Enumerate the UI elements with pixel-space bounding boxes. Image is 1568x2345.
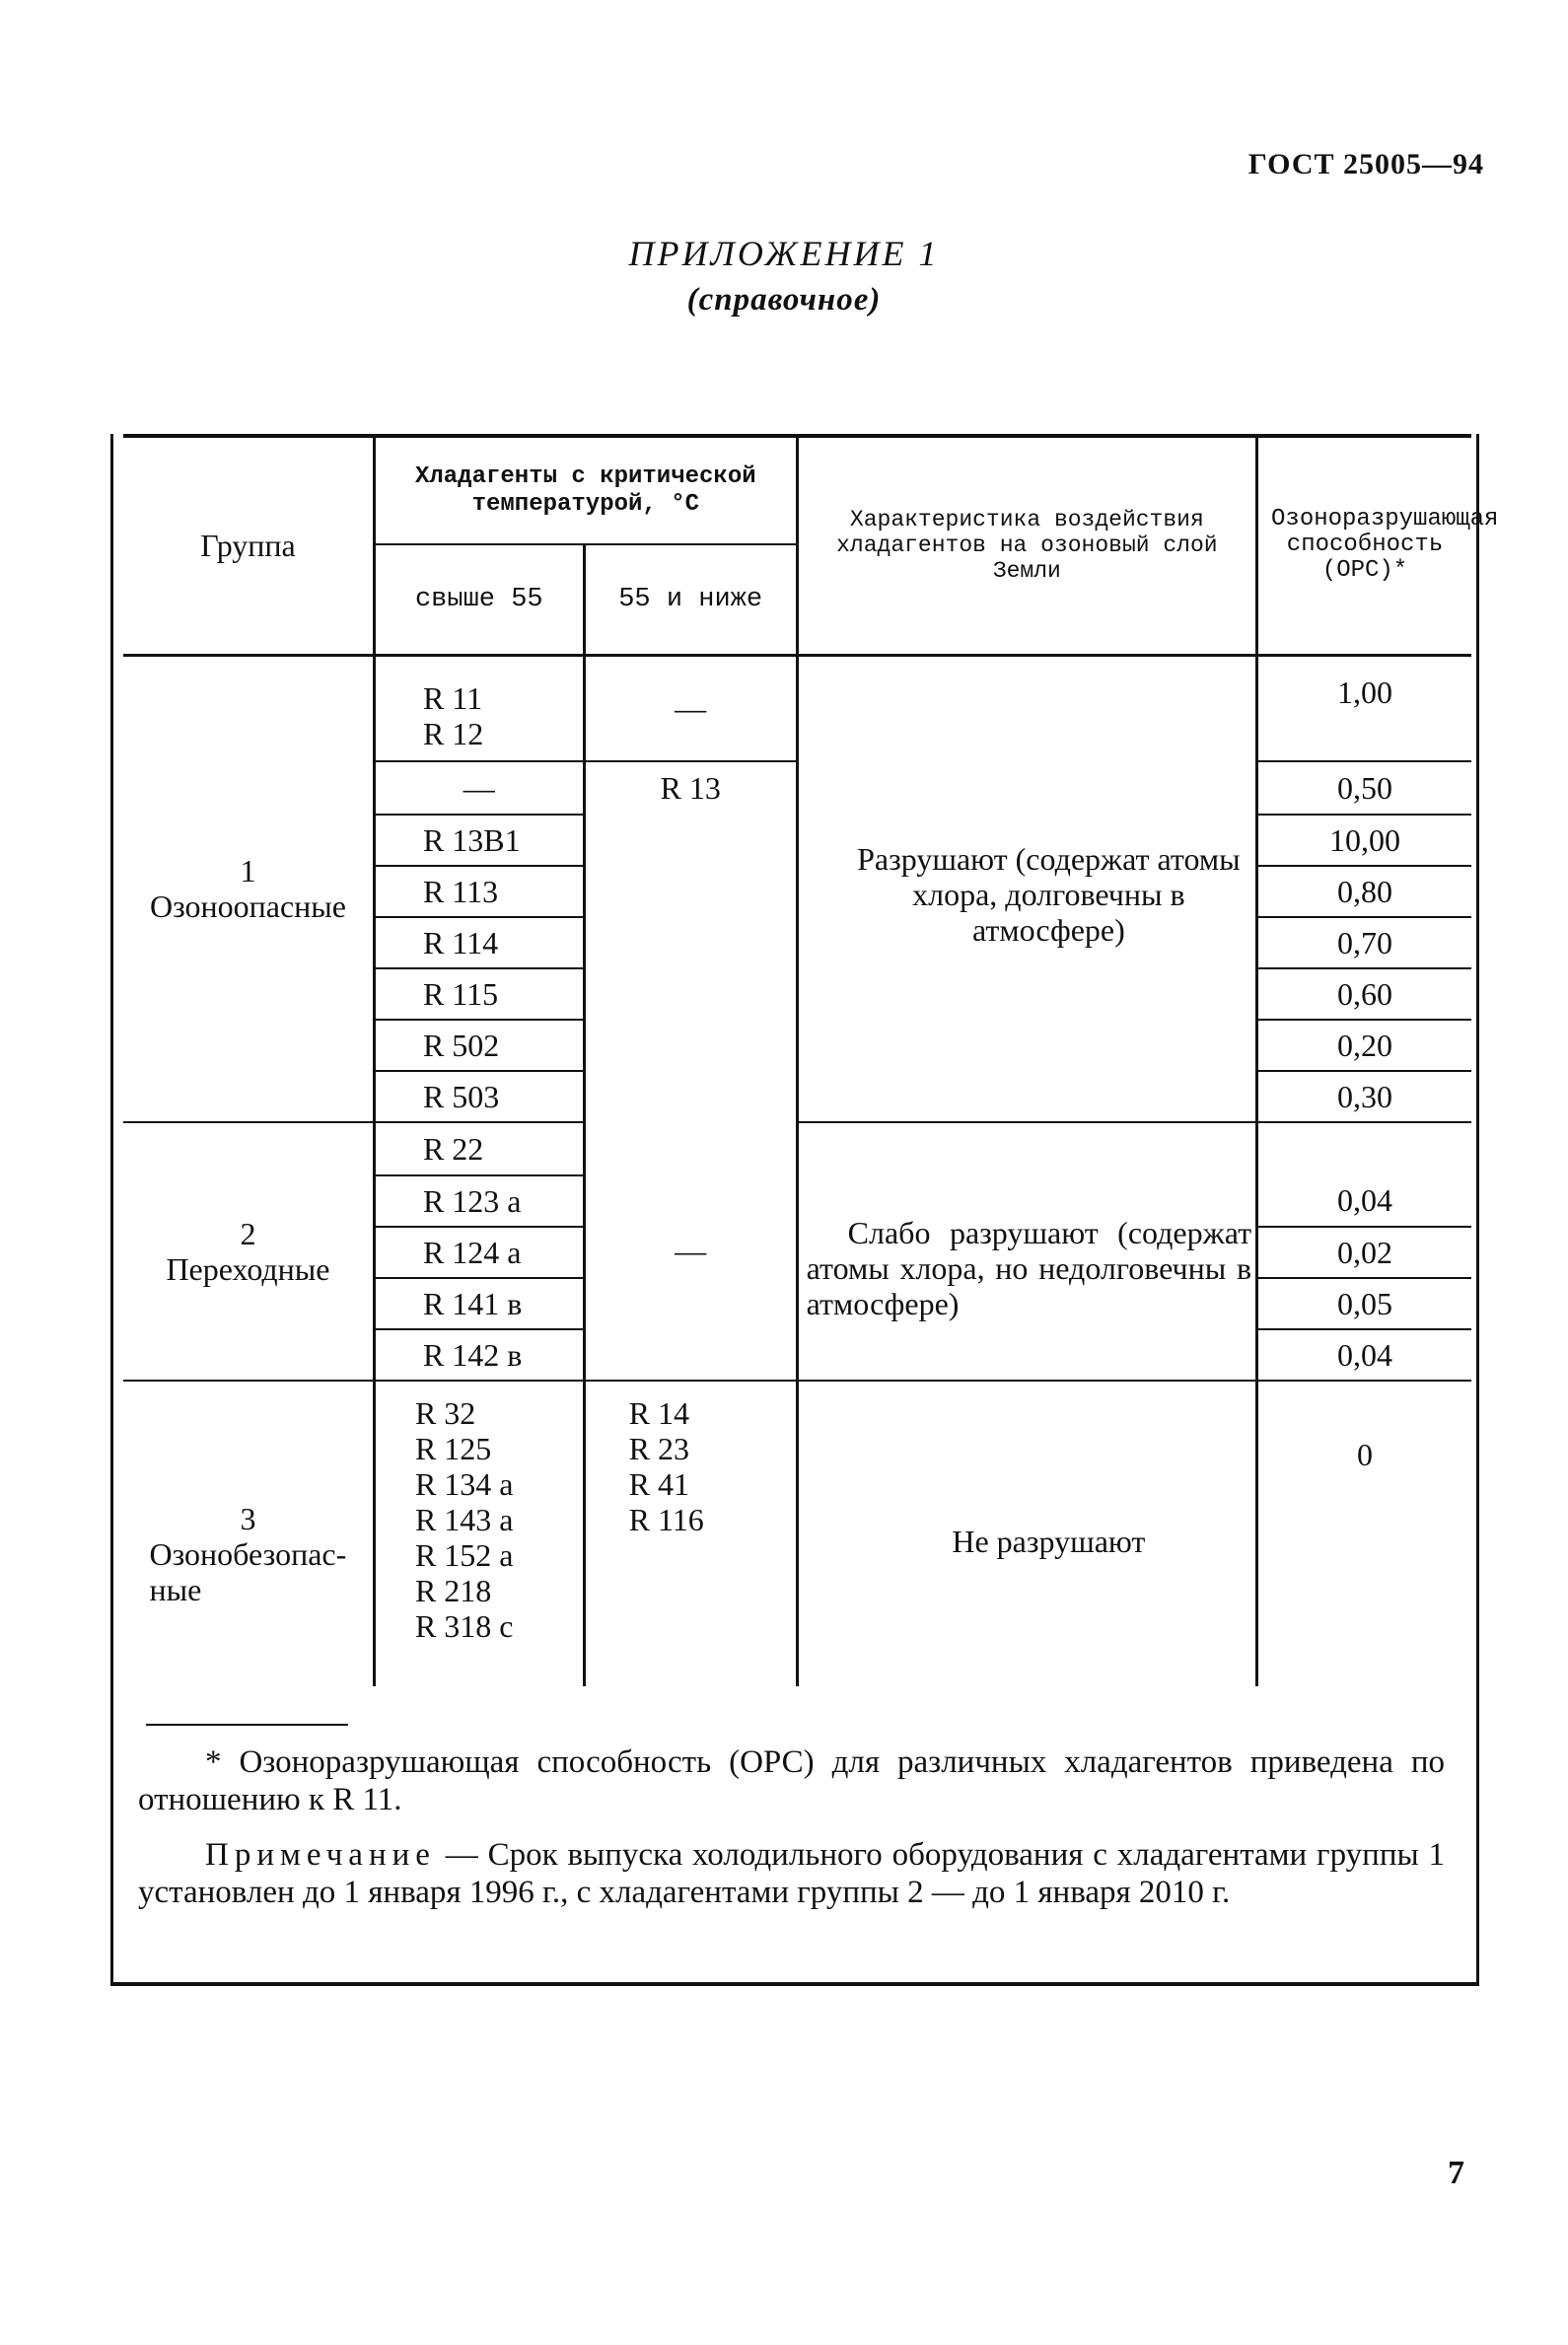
- g3-a-6: R 218: [414, 1573, 492, 1608]
- g3-a-7: R 318 c: [414, 1608, 514, 1644]
- header-group-label: Группа: [200, 527, 296, 563]
- group-2-below55: —: [584, 1122, 797, 1381]
- g2-r5-ors: 0,04: [1257, 1329, 1471, 1381]
- group-2-effect: [797, 1122, 1256, 1381]
- header-effect: [797, 436, 1256, 655]
- group-3-effect-text: Не разрушают: [952, 1523, 1146, 1559]
- g3-b-2: R 23: [628, 1431, 689, 1466]
- g1-r5-above55: [374, 917, 584, 968]
- g2-r3-above55-text: R 124 a: [422, 1235, 522, 1270]
- group-3-name: Озонобезопас-ные: [149, 1535, 347, 1607]
- note-label: Примечание: [205, 1837, 436, 1873]
- appendix-type: (справочное): [686, 282, 882, 318]
- footnote-divider: [146, 1724, 348, 1726]
- g2-r2-ors: 0,04: [1257, 1175, 1471, 1227]
- g3-a-5: R 152 a: [414, 1537, 514, 1573]
- g1-r4-above55-text: R 113: [422, 874, 499, 909]
- g1-below55-empty: [584, 815, 797, 1122]
- g1-r8-above55-text: R 503: [422, 1079, 500, 1114]
- g2-r4-above55-text: R 141 в: [422, 1286, 523, 1321]
- g1-r6-above55: [374, 968, 584, 1020]
- group-3-ors: 0: [1357, 1437, 1374, 1472]
- group-1-effect: [797, 655, 1256, 1122]
- g2-r4-above55: [374, 1278, 584, 1329]
- header-effect-label: Характеристика воздействия хладагентов на озоновый слой Земли: [836, 507, 1218, 585]
- header-group: [123, 436, 374, 655]
- g1-r4-ors: 0,80: [1257, 866, 1471, 917]
- g1-r7-above55-text: R 502: [422, 1028, 500, 1063]
- appendix-title: ПРИЛОЖЕНИЕ 1: [628, 234, 940, 273]
- refrigerants-table: [123, 434, 1499, 1686]
- group-3-effect: [797, 1381, 1256, 1686]
- g3-a-2: R 125: [414, 1431, 492, 1466]
- g1-r3-ors: 10,00: [1257, 815, 1471, 866]
- g1-r4-above55: [374, 866, 584, 917]
- g2-r1-ors: [1257, 1122, 1471, 1175]
- g2-r3-ors: 0,02: [1257, 1227, 1471, 1278]
- footnote: * Озоноразрушающая способность (ОРС) для различных хладагентов приведена по отношению к R 11.: [138, 1744, 1445, 1817]
- g1-r3-above55-text: R 13B1: [422, 822, 521, 858]
- header-below55: 55 и ниже: [584, 544, 797, 655]
- note-text: — Срок выпуска холодильного оборудования с хладагентами группы 1 установлен до 1 января 1996 г., с хладагентами группы 2 — до 1 января 2010 г.: [138, 1837, 1445, 1910]
- note: [138, 1836, 1445, 1911]
- g2-r2-above55-text: R 123 a: [422, 1183, 522, 1219]
- g2-r4-ors: 0,05: [1257, 1278, 1471, 1329]
- g1-r1-below55: —: [584, 655, 797, 761]
- group-2-effect-text: Слабо разрушают (содержат атомы хлора, но недолговечны в атмосфере): [806, 1215, 1252, 1321]
- group-3-above55: [374, 1381, 584, 1686]
- g3-b-3: R 41: [628, 1466, 689, 1502]
- group-1-effect-text: Разрушают (содержат атомы хлора, долговечны в атмосфере): [857, 841, 1241, 949]
- group-1-cell: [123, 655, 374, 1122]
- g3-b-4: R 116: [628, 1502, 704, 1537]
- g1-r2-above55: —: [374, 761, 584, 815]
- g1-r2-ors: 0,50: [1257, 761, 1471, 815]
- group-2-name: Переходные: [166, 1251, 330, 1287]
- g1-r7-above55: [374, 1020, 584, 1071]
- g2-r1-above55: [374, 1122, 584, 1175]
- group-3-number: 3: [240, 1500, 256, 1536]
- g3-b-1: R 14: [628, 1395, 689, 1431]
- g1-r8-above55: [374, 1071, 584, 1122]
- g2-r1-above55-text: R 22: [422, 1131, 484, 1167]
- g3-a-4: R 143 a: [414, 1502, 514, 1537]
- header-ors-label: Озоноразрушающая способность (ОРС)*: [1271, 506, 1499, 585]
- g1-r6-ors: 0,60: [1257, 968, 1471, 1020]
- page-number: 7: [1448, 2155, 1464, 2191]
- g1-r2-below55: R 13: [584, 761, 797, 815]
- g1-r3-above55: [374, 815, 584, 866]
- g1-r5-above55-text: R 114: [422, 925, 499, 960]
- g2-r5-above55-text: R 142 в: [422, 1337, 523, 1373]
- g1-r7-ors: 0,20: [1257, 1020, 1471, 1071]
- g1-r5-ors: 0,70: [1257, 917, 1471, 968]
- g1-r1-above55: R 11 R 12: [422, 680, 484, 752]
- header-ors: [1257, 436, 1499, 655]
- g2-r2-above55: [374, 1175, 584, 1227]
- header-above55: свыше 55: [374, 544, 584, 655]
- header-refrigerants-label: Хладагенты с критической температурой, °С: [414, 462, 756, 518]
- g1-r8-ors: 0,30: [1257, 1071, 1471, 1122]
- group-2-number: 2: [240, 1216, 256, 1251]
- header-refrigerants: [374, 436, 797, 544]
- group-1-number: 1: [240, 853, 256, 889]
- g3-a-1: R 32: [414, 1395, 476, 1431]
- group-3-cell: [123, 1381, 374, 1686]
- g3-a-3: R 134 a: [414, 1466, 514, 1502]
- group-1-name: Озоноопасные: [149, 888, 346, 925]
- table-cell: [374, 655, 584, 761]
- g2-r5-above55: [374, 1329, 584, 1381]
- group-3-below55: [584, 1381, 797, 1686]
- g1-r6-above55-text: R 115: [422, 976, 499, 1012]
- g1-r1-ors: 1,00: [1257, 655, 1471, 761]
- group-2-cell: [123, 1122, 374, 1381]
- document-code: ГОСТ 25005—94: [1247, 148, 1484, 180]
- g2-r3-above55: [374, 1227, 584, 1278]
